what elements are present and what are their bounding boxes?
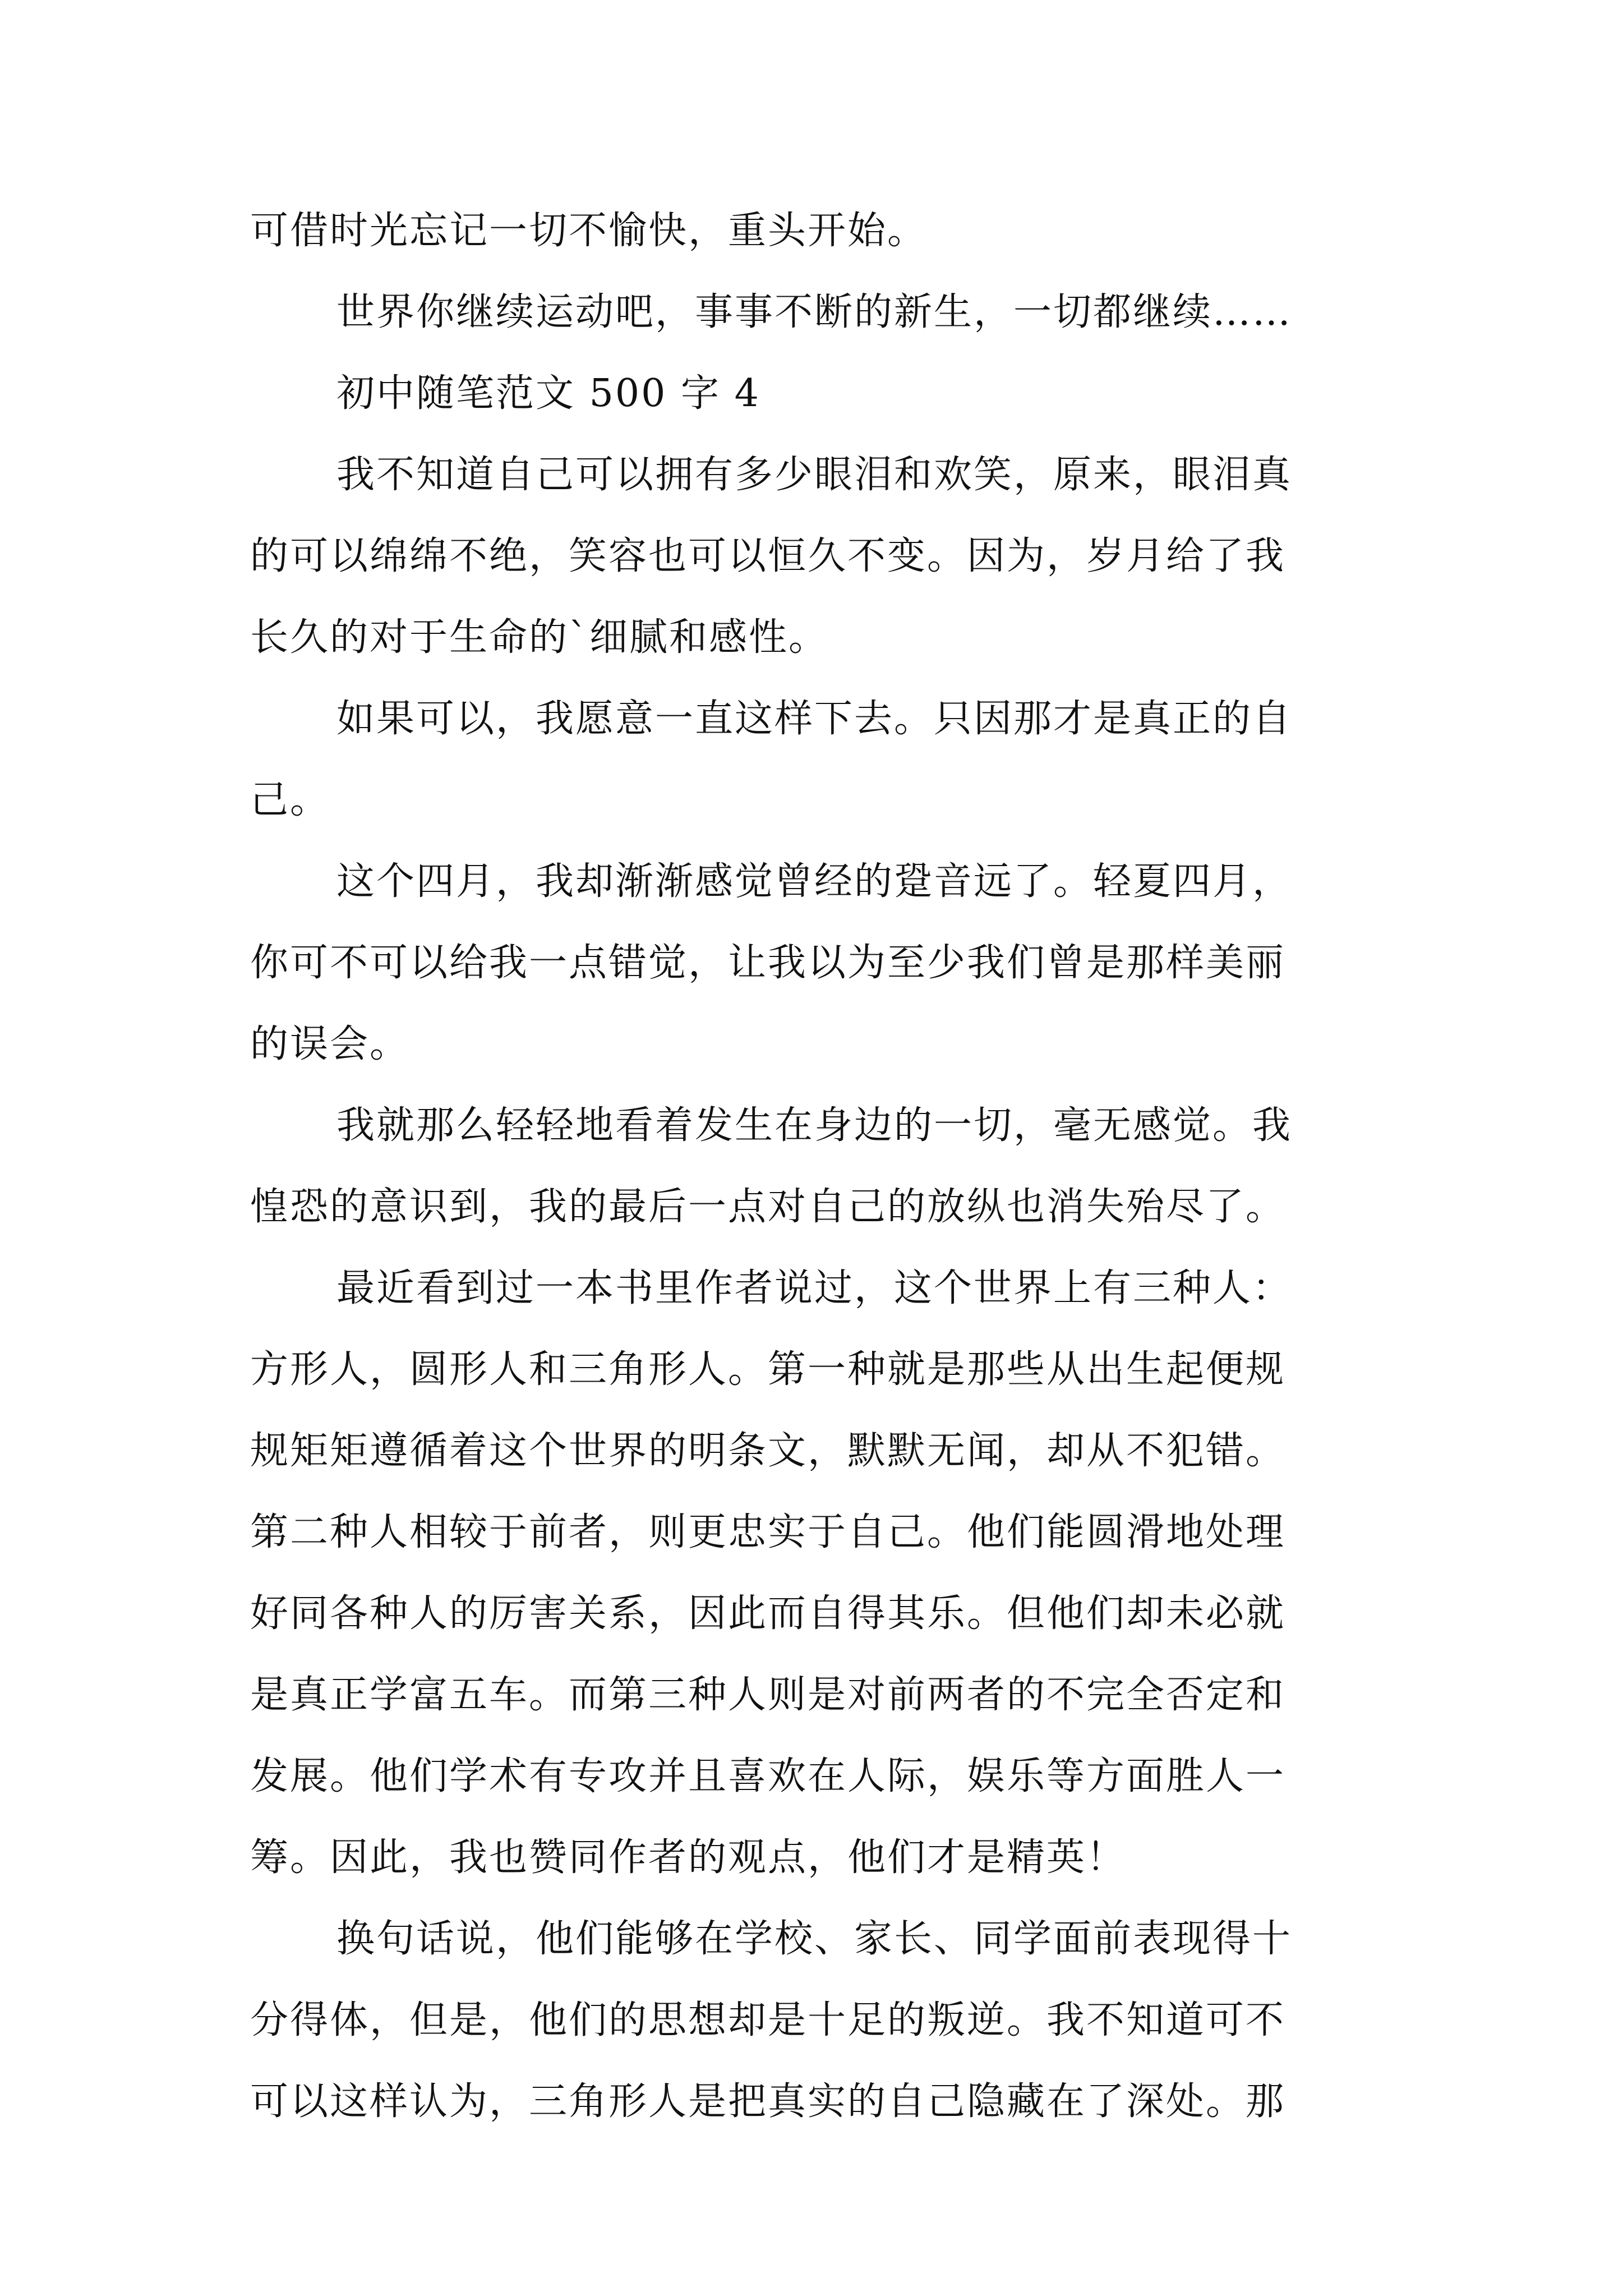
text-line: 长久的对于生命的`细腻和感性。 bbox=[250, 615, 829, 660]
text-line: 惶恐的意识到，我的最后一点对自己的放纵也消失殆尽了。 bbox=[250, 1185, 1286, 1229]
text-line: 发展。他们学术有专攻并且喜欢在人际，娱乐等方面胜人一 bbox=[250, 1754, 1286, 1798]
text-line: 你可不可以给我一点错觉，让我以为至少我们曾是那样美丽 bbox=[250, 941, 1286, 985]
text-line: 可借时光忘记一切不愉快，重头开始。 bbox=[250, 209, 928, 253]
text-line: 我不知道自己可以拥有多少眼泪和欢笑，原来，眼泪真 bbox=[336, 453, 1293, 497]
text-line: 可以这样认为，三角形人是把真实的自己隐藏在了深处。那 bbox=[250, 2079, 1286, 2124]
text-line: 换句话说，他们能够在学校、家长、同学面前表现得十 bbox=[336, 1917, 1293, 1961]
text-line: 好同各种人的厉害关系，因此而自得其乐。但他们却未必就 bbox=[250, 1591, 1286, 1636]
text-line: 的可以绵绵不绝，笑容也可以恒久不变。因为，岁月给了我 bbox=[250, 534, 1286, 578]
text-line: 我就那么轻轻地看着发生在身边的一切，毫无感觉。我 bbox=[336, 1103, 1293, 1148]
text-line: 分得体，但是，他们的思想却是十足的叛逆。我不知道可不 bbox=[250, 1998, 1286, 2042]
text-line: 方形人，圆形人和三角形人。第一种就是那些从出生起便规 bbox=[250, 1347, 1286, 1392]
text-line: 规矩矩遵循着这个世界的明条文，默默无闻，却从不犯错。 bbox=[250, 1429, 1286, 1473]
text-line: 筹。因此，我也赞同作者的观点，他们才是精英！ bbox=[250, 1835, 1127, 1880]
section-heading: 初中随笔范文 500 字 4 bbox=[336, 371, 760, 416]
text-line: 的误会。 bbox=[250, 1022, 410, 1066]
text-line: 第二种人相较于前者，则更忠实于自己。他们能圆滑地处理 bbox=[250, 1510, 1286, 1554]
text-line: 最近看到过一本书里作者说过，这个世界上有三种人： bbox=[336, 1266, 1293, 1310]
text-line: 如果可以，我愿意一直这样下去。只因那才是真正的自 bbox=[336, 697, 1293, 741]
text-line: 世界你继续运动吧，事事不断的新生，一切都继续…… bbox=[336, 290, 1293, 334]
text-line: 是真正学富五车。而第三种人则是对前两者的不完全否定和 bbox=[250, 1673, 1286, 1717]
text-line: 这个四月，我却渐渐感觉曾经的跫音远了。轻夏四月， bbox=[336, 859, 1293, 904]
text-line: 己。 bbox=[250, 778, 330, 822]
